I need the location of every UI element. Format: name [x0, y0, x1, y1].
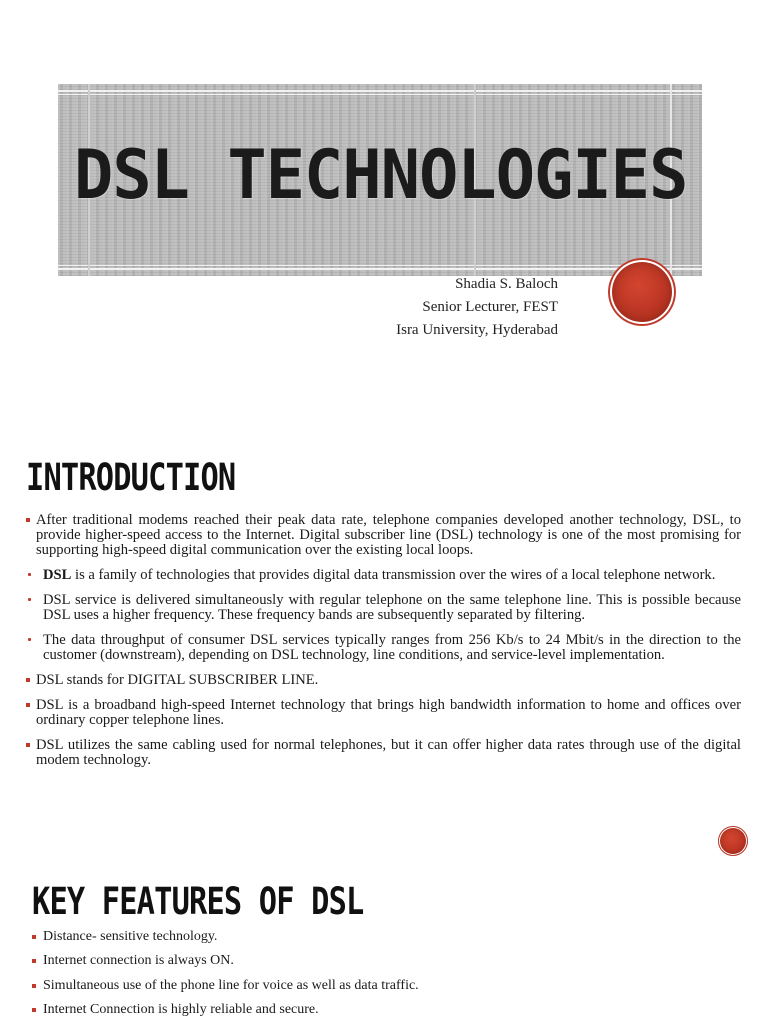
- banner-bottom-rule: [58, 268, 702, 270]
- decorative-circle-icon: [718, 826, 748, 856]
- square-bullet-icon: [28, 598, 31, 601]
- square-bullet-icon: [32, 1008, 36, 1012]
- list-item-bold: DSL: [43, 567, 72, 583]
- slide-title: DSL TECHNOLOGIES: [74, 136, 688, 215]
- square-bullet-icon: [28, 573, 31, 576]
- introduction-list: [26, 513, 741, 778]
- list-item-text: DSL is a broadband high-speed Internet technology that brings high bandwidth information to home and offices over ordinary copper telephone lines.: [36, 697, 741, 728]
- decorative-circle-icon: [608, 258, 676, 326]
- square-bullet-icon: [26, 743, 30, 747]
- list-item-text: DSL stands for DIGITAL SUBSCRIBER LINE.: [36, 672, 319, 688]
- list-item: [32, 929, 732, 945]
- list-item: [26, 738, 741, 768]
- list-item-text: Internet Connection is highly reliable and secure.: [43, 1001, 319, 1017]
- list-item: [26, 568, 741, 583]
- list-item-text: The data throughput of consumer DSL services typically ranges from 256 Kb/s to 24 Mbit/s in the direction to the customer (downstream), depending on DSL technology, line conditions, and service-level implementation.: [43, 632, 741, 663]
- square-bullet-icon: [26, 678, 30, 682]
- list-item: [26, 698, 741, 728]
- author-info: [396, 273, 558, 342]
- list-item-text: Internet connection is always ON.: [43, 953, 234, 969]
- banner-top-rule: [58, 90, 702, 92]
- list-item-text: Simultaneous use of the phone line for voice as well as data traffic.: [43, 977, 419, 993]
- banner-top-rule-thin: [58, 94, 702, 95]
- list-item-text: After traditional modems reached their peak data rate, telephone companies developed another technology, DSL, to provide higher-speed access to the Internet. Digital subscriber line (DSL) technology is one of the most promising for supporting high-speed digital communication over the existing local loops.: [36, 512, 741, 558]
- list-item-text: DSL utilizes the same cabling used for normal telephones, but it can offer higher data rates through use of the digital modem technology.: [36, 737, 741, 768]
- square-bullet-icon: [32, 984, 36, 988]
- list-item-text: DSL service is delivered simultaneously with regular telephone on the same telephone line. This is possible because DSL uses a higher frequency. These frequency bands are subsequently separated by filtering.: [43, 592, 741, 623]
- author-institution: Isra University, Hyderabad: [396, 322, 558, 338]
- introduction-heading: INTRODUCTION: [26, 456, 236, 499]
- author-position: Senior Lecturer, FEST: [422, 299, 558, 315]
- key-features-heading: KEY FEATURES OF DSL: [32, 880, 364, 923]
- square-bullet-icon: [32, 935, 36, 939]
- list-item: [32, 1002, 732, 1018]
- title-banner: [58, 84, 702, 276]
- list-item-text: Distance- sensitive technology.: [43, 929, 218, 944]
- list-item-text: is a family of technologies that provides digital data transmission over the wires of a local telephone network.: [71, 567, 716, 583]
- list-item: [26, 633, 741, 663]
- list-item: [32, 978, 732, 994]
- banner-bottom-rule-thin: [58, 265, 702, 266]
- key-features-list: [32, 929, 732, 1026]
- square-bullet-icon: [26, 518, 30, 522]
- author-name: Shadia S. Baloch: [455, 276, 558, 292]
- list-item: [26, 593, 741, 623]
- square-bullet-icon: [28, 638, 31, 641]
- list-item: [26, 513, 741, 558]
- square-bullet-icon: [26, 703, 30, 707]
- list-item: [32, 953, 732, 969]
- square-bullet-icon: [32, 959, 36, 963]
- list-item: [26, 673, 741, 688]
